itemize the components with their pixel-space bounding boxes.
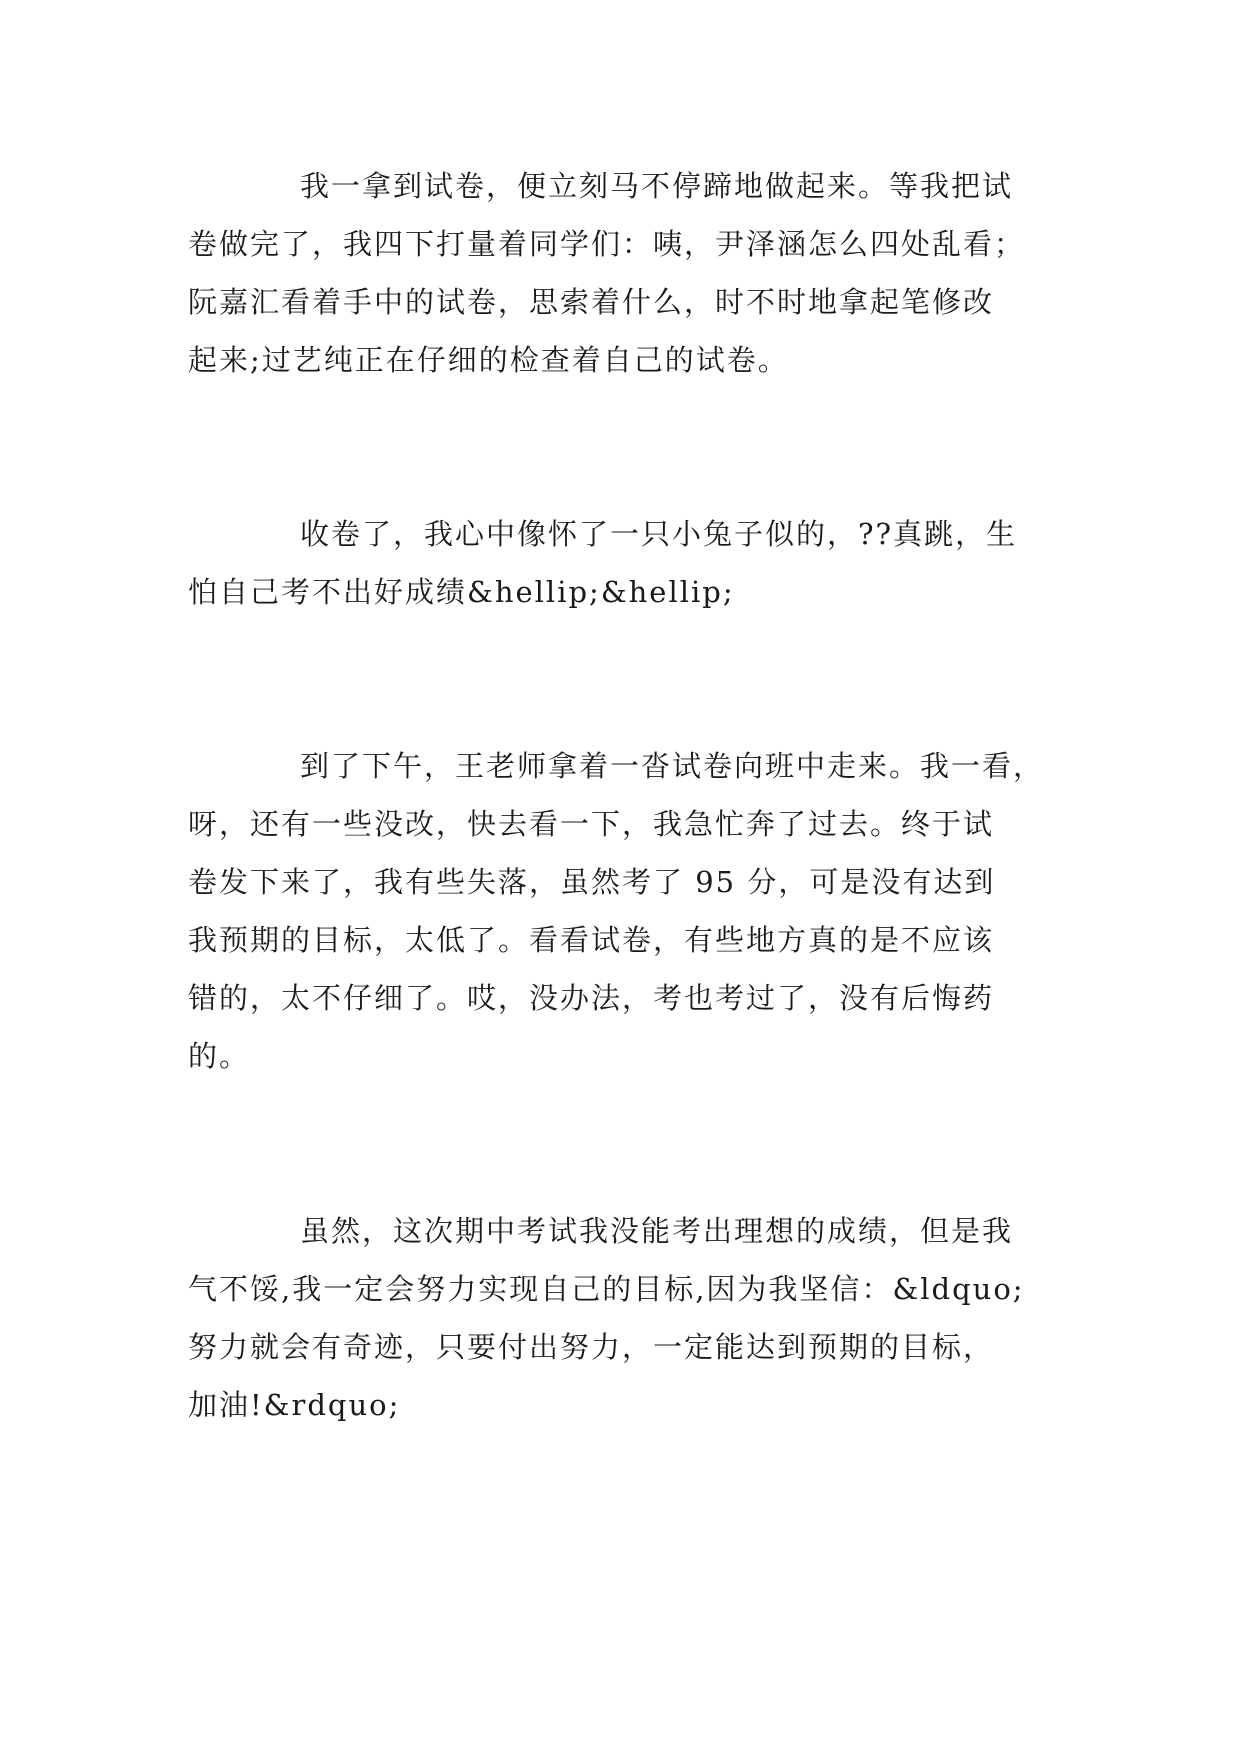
paragraph-1-line-1: 我一拿到试卷，便立刻马不停蹄地做起来。等我把试 [300, 169, 1014, 203]
paragraph-4-line-4: 加油!&rdquo; [188, 1388, 401, 1422]
paragraph-3-line-2: 呀，还有一些没改，快去看一下，我急忙奔了过去。终于试 [188, 807, 995, 841]
paragraph-3-line-5: 错的，太不仔细了。哎，没办法，考也考过了，没有后悔药 [188, 981, 995, 1015]
paragraph-2-line-1: 收卷了，我心中像怀了一只小兔子似的，??真跳，生 [300, 517, 1018, 551]
paragraph-3-line-1: 到了下午，王老师拿着一沓试卷向班中走来。我一看， [300, 749, 1045, 783]
paragraph-3-line-4: 我预期的目标，太低了。看看试卷，有些地方真的是不应该 [188, 923, 995, 957]
paragraph-4-line-3: 努力就会有奇迹，只要付出努力，一定能达到预期的目标， [188, 1330, 995, 1364]
paragraph-3-line-6: 的。 [188, 1039, 251, 1073]
paragraph-4-line-1: 虽然，这次期中考试我没能考出理想的成绩，但是我 [300, 1214, 1014, 1248]
paragraph-2-line-2: 怕自己考不出好成绩&hellip;&hellip; [188, 575, 735, 609]
paragraph-1-line-4: 起来;过艺纯正在仔细的检查着自己的试卷。 [188, 343, 789, 377]
paragraph-1-line-3: 阮嘉汇看着手中的试卷，思索着什么，时不时地拿起笔修改 [188, 285, 995, 319]
paragraph-4-line-2: 气不馁,我一定会努力实现自己的目标,因为我坚信：&ldquo; [188, 1272, 1025, 1306]
paragraph-3-line-3: 卷发下来了，我有些失落，虽然考了 95 分，可是没有达到 [188, 865, 996, 899]
paragraph-1-line-2: 卷做完了，我四下打量着同学们：咦，尹泽涵怎么四处乱看； [188, 227, 1026, 261]
